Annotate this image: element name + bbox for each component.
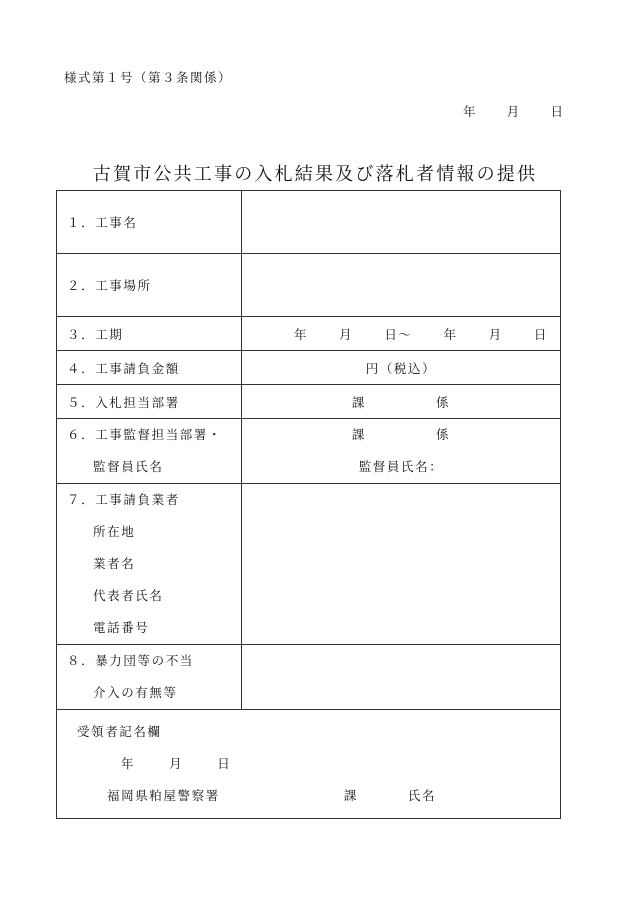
row-contract-amount — [57, 351, 561, 385]
receipt-day: 日 — [217, 756, 232, 771]
value-contract-amount[interactable]: 円（税込） — [242, 351, 561, 385]
date-year: 年 — [463, 104, 476, 119]
row-construction-period — [57, 317, 561, 351]
label-construction-period: ３．工期 — [57, 317, 242, 351]
document-title: 古賀市公共工事の入札結果及び落札者情報の提供 — [92, 164, 538, 185]
label-contract-amount: ４．工事請負金額 — [57, 351, 242, 385]
value-project-name[interactable] — [242, 191, 561, 254]
receipt-year: 年 — [121, 756, 136, 771]
row-receipt — [57, 710, 561, 819]
label-contractor-title: ７．工事請負業者 — [67, 492, 180, 507]
supervising-section: 課 — [351, 427, 366, 442]
label-gang-line1: ８．暴力団等の不当 — [67, 653, 194, 668]
period-start-day: 日〜 — [384, 326, 413, 342]
row-project-name — [57, 191, 561, 254]
label-project-location: ２．工事場所 — [57, 254, 242, 317]
row-supervising-department — [57, 419, 561, 484]
value-supervising-department[interactable] — [242, 419, 561, 484]
receipt-title: 受領者記名欄 — [77, 724, 162, 739]
label-contractor-representative: 代表者氏名 — [93, 588, 164, 603]
period-end-year: 年 — [443, 326, 458, 342]
row-contractor — [57, 484, 561, 645]
receipt-month: 月 — [169, 756, 184, 771]
label-contractor-address: 所在地 — [93, 524, 136, 539]
supervising-subsection: 係 — [436, 427, 451, 442]
date-month: 月 — [506, 104, 520, 119]
label-supervising-line1: ６．工事監督担当部署・ — [67, 427, 223, 442]
row-bidding-department — [57, 385, 561, 419]
receipt-name-label: 氏名 — [407, 788, 437, 803]
label-project-name: １．工事名 — [57, 191, 242, 254]
receipt-station: 福岡県粕屋警察署 — [107, 788, 220, 803]
label-supervising-line2: 監督員氏名 — [93, 459, 164, 474]
receipt-recipient — [77, 780, 560, 812]
label-supervising-department — [57, 419, 242, 484]
label-contractor-phone: 電話番号 — [93, 620, 150, 635]
label-contractor — [57, 484, 242, 645]
period-end-day: 日 — [533, 326, 548, 342]
value-project-location[interactable] — [242, 254, 561, 317]
receipt-section[interactable] — [57, 710, 561, 819]
value-contractor[interactable] — [242, 484, 561, 645]
bidding-section: 課 — [351, 394, 366, 410]
date-day: 日 — [550, 104, 563, 119]
label-bidding-department: ５．入札担当部署 — [57, 385, 242, 419]
value-bidding-department[interactable] — [242, 385, 561, 419]
receipt-date — [77, 748, 560, 780]
submission-date — [463, 102, 563, 120]
bidding-subsection: 係 — [436, 394, 451, 410]
receipt-section-label: 課 — [343, 788, 358, 803]
period-start-year: 年 — [294, 326, 309, 342]
label-gang-interference — [57, 645, 242, 710]
supervisor-name-label: 監督員氏名： — [358, 459, 444, 474]
bid-result-form-table — [56, 190, 561, 819]
label-contractor-company: 業者名 — [93, 556, 136, 571]
period-end-month: 月 — [488, 326, 503, 342]
form-number: 様式第１号（第３条関係） — [64, 70, 233, 85]
row-gang-interference — [57, 645, 561, 710]
value-gang-interference[interactable] — [242, 645, 561, 710]
period-start-month: 月 — [339, 326, 354, 342]
value-construction-period[interactable] — [242, 317, 561, 351]
label-gang-line2: 介入の有無等 — [93, 685, 178, 700]
row-project-location — [57, 254, 561, 317]
